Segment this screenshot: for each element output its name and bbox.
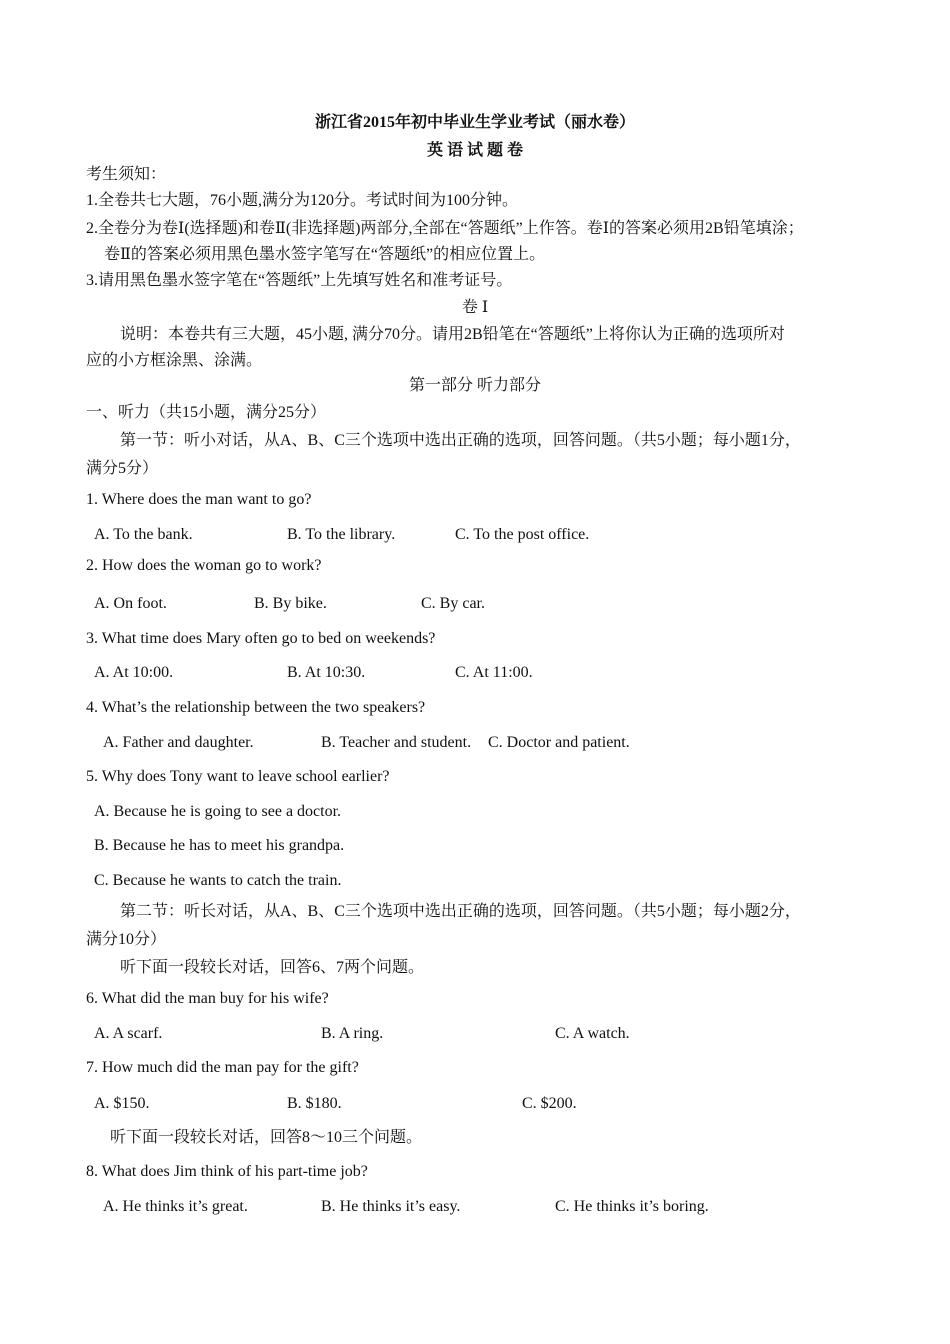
question-1-option-a: A. To the bank. [94, 526, 193, 543]
question-4-option-a: A. Father and daughter. [103, 734, 254, 751]
question-6-option-b: B. A ring. [321, 1025, 384, 1042]
subsection-2-instruction-cont: 满分10分） [86, 931, 167, 948]
question-8-option-b: B. He thinks it’s easy. [321, 1198, 461, 1215]
question-1-option-b: B. To the library. [287, 526, 396, 543]
question-2-option-a: A. On foot. [94, 595, 167, 612]
dialogue-intro-2: 听下面一段较长对话，回答8～10三个问题。 [110, 1129, 423, 1146]
question-5-option-a: A. Because he is going to see a doctor. [94, 803, 342, 820]
question-2-option-b: B. By bike. [254, 595, 327, 612]
question-7-option-a: A. $150. [94, 1095, 150, 1112]
volume-title: 卷 Ⅰ [461, 299, 489, 316]
question-1: 1. Where does the man want to go? [86, 491, 312, 508]
subsection-2-instruction: 第二节：听长对话，从A、B、C三个选项中选出正确的选项，回答问题。（共5小题；每小题2分， [120, 903, 801, 920]
subsection-1-instruction: 第一节：听小对话，从A、B、C三个选项中选出正确的选项，回答问题。（共5小题；每小题1分， [120, 432, 801, 449]
question-4: 4. What’s the relationship between the two speakers? [86, 699, 426, 716]
question-6-option-a: A. A scarf. [94, 1025, 163, 1042]
notice-item-2: 2.全卷分为卷Ⅰ(选择题)和卷Ⅱ(非选择题)两部分,全部在“答题纸”上作答。卷Ⅰ的答案必须用2B铅笔填涂； [86, 220, 804, 237]
question-3-option-b: B. At 10:30. [287, 664, 366, 681]
part-title: 第一部分 听力部分 [408, 377, 541, 394]
question-7-option-c: C. $200. [522, 1095, 577, 1112]
question-8-option-a: A. He thinks it’s great. [103, 1198, 248, 1215]
question-7: 7. How much did the man pay for the gift? [86, 1059, 359, 1076]
dialogue-intro-1: 听下面一段较长对话，回答6、7两个问题。 [120, 959, 425, 976]
subsection-1-instruction-cont: 满分5分） [86, 460, 159, 477]
question-5: 5. Why does Tony want to leave school earlier? [86, 768, 390, 785]
question-3-option-a: A. At 10:00. [94, 664, 174, 681]
notice-item-2-cont: 卷Ⅱ的答案必须用黑色墨水签字笔写在“答题纸”的相应位置上。 [104, 246, 546, 263]
question-4-option-c: C. Doctor and patient. [488, 734, 630, 751]
question-5-option-c: C. Because he wants to catch the train. [94, 872, 342, 889]
volume-description: 说明：本卷共有三大题，45小题, 满分70分。请用2B铅笔在“答题纸”上将你认为正确的选项所对 [120, 326, 785, 343]
question-5-option-b: B. Because he has to meet his grandpa. [94, 837, 345, 854]
question-6: 6. What did the man buy for his wife? [86, 990, 329, 1007]
question-8-option-c: C. He thinks it’s boring. [555, 1198, 709, 1215]
question-2-option-c: C. By car. [421, 595, 485, 612]
exam-subtitle: 英 语 试 题 卷 [426, 142, 523, 159]
exam-title: 浙江省2015年初中毕业生学业考试（丽水卷） [314, 114, 635, 131]
volume-description-cont: 应的小方框涂黑、涂满。 [86, 352, 263, 369]
question-6-option-c: C. A watch. [555, 1025, 630, 1042]
question-3-option-c: C. At 11:00. [455, 664, 533, 681]
question-2: 2. How does the woman go to work? [86, 557, 322, 574]
question-3: 3. What time does Mary often go to bed on weekends? [86, 630, 436, 647]
section-heading: 一、听力（共15小题，满分25分） [86, 404, 327, 421]
notice-item-1: 1.全卷共七大题，76小题,满分为120分。考试时间为100分钟。 [86, 192, 519, 209]
question-1-option-c: C. To the post office. [455, 526, 590, 543]
question-7-option-b: B. $180. [287, 1095, 342, 1112]
question-8: 8. What does Jim think of his part-time job? [86, 1163, 368, 1180]
notice-heading: 考生须知： [86, 166, 167, 183]
notice-item-3: 3.请用黑色墨水签字笔在“答题纸”上先填写姓名和准考证号。 [86, 272, 513, 289]
question-4-option-b: B. Teacher and student. [321, 734, 472, 751]
